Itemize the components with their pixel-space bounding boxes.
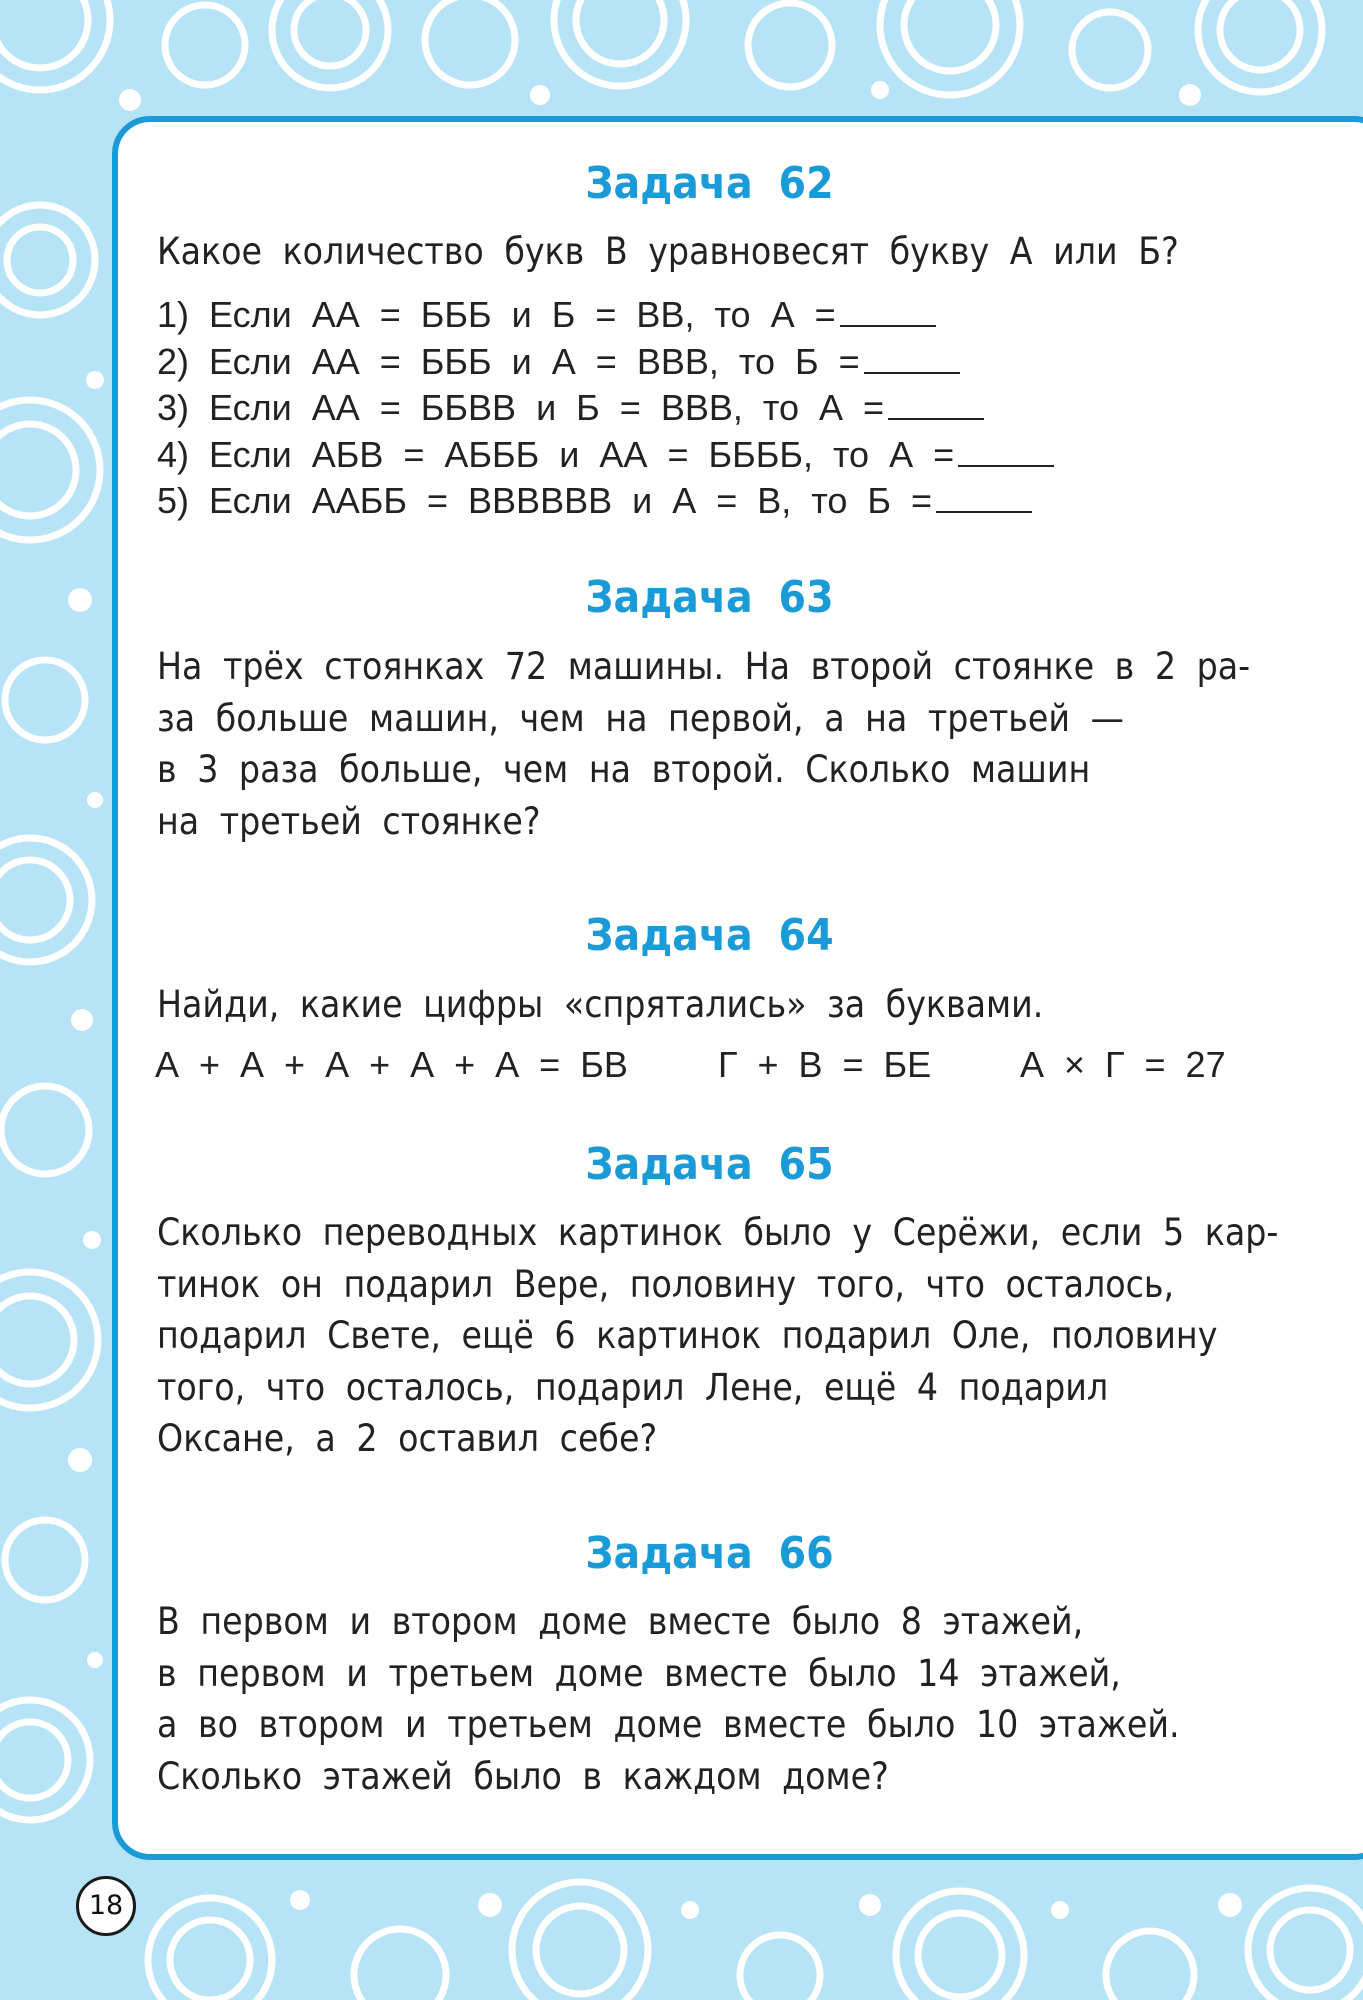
task-62-conditions bbox=[157, 292, 1297, 525]
task-62-item: 5) Если ААББ = ВВВВВВ и А = В, то Б = bbox=[157, 478, 1297, 525]
answer-blank[interactable] bbox=[888, 388, 984, 420]
answer-blank[interactable] bbox=[864, 342, 960, 374]
answer-blank[interactable] bbox=[958, 435, 1054, 467]
task-64-equation-1: А + А + А + А + А = БВ bbox=[155, 1044, 628, 1085]
task-64-equation-2: Г + В = БЕ bbox=[718, 1044, 932, 1085]
task-62-title: Задача 62 bbox=[585, 158, 834, 209]
task-64-title: Задача 64 bbox=[585, 910, 834, 961]
task-62-item: 3) Если АА = ББВВ и Б = ВВВ, то А = bbox=[157, 385, 1297, 432]
task-63-title: Задача 63 bbox=[585, 572, 834, 623]
task-65-text: Сколько переводных картинок было у Серёжи, если 5 кар- тинок он подарил Вере, половину того, что осталось, подарил Свете, ещё 6 картинок подарил Оле, половину того, что осталось, подарил Лене, ещё 4 подарил Оксане, а 2 оставил себе? bbox=[157, 1211, 1279, 1460]
task-62-item: 1) Если АА = БББ и Б = ВВ, то А = bbox=[157, 292, 1297, 339]
task-66-title: Задача 66 bbox=[585, 1528, 834, 1579]
answer-blank[interactable] bbox=[840, 295, 936, 327]
task-64-question: Найди, какие цифры «спрятались» за буквами. bbox=[157, 983, 1044, 1026]
task-66-text: В первом и втором доме вместе было 8 этажей, в первом и третьем доме вместе было 14 этажей, а во втором и третьем доме вместе было 10 этажей. Сколько этажей было в каждом доме? bbox=[157, 1600, 1180, 1798]
task-62-item: 2) Если АА = БББ и А = ВВВ, то Б = bbox=[157, 339, 1297, 386]
task-63-text: На трёх стоянках 72 машины. На второй стоянке в 2 ра- за больше машин, чем на первой, а на третьей — в 3 раза больше, чем на второй. Сколько машин на третьей стоянке? bbox=[157, 645, 1251, 843]
task-62-question: Какое количество букв В уравновесят букву А или Б? bbox=[157, 230, 1179, 273]
task-62-item: 4) Если АБВ = АБББ и АА = ББББ, то А = bbox=[157, 432, 1297, 479]
task-64-equation-3: А × Г = 27 bbox=[1020, 1044, 1226, 1085]
task-65-title: Задача 65 bbox=[585, 1139, 834, 1190]
answer-blank[interactable] bbox=[936, 481, 1032, 513]
page-number: 18 bbox=[76, 1876, 136, 1936]
